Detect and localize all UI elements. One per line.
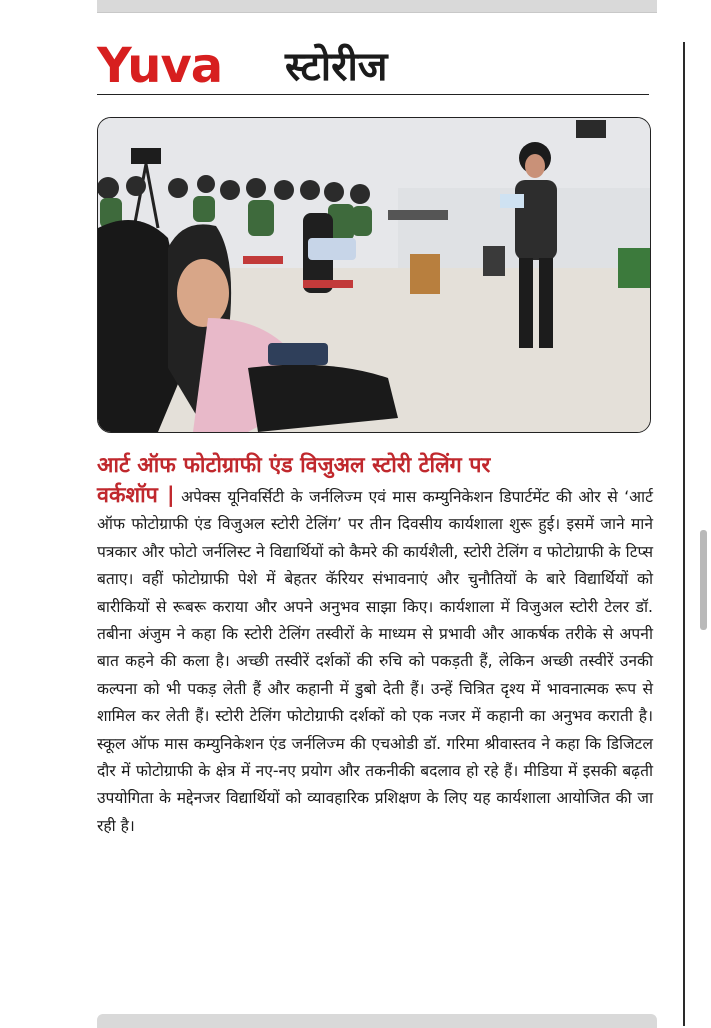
article-lead: वर्कशॉप | xyxy=(97,483,175,508)
section-masthead xyxy=(97,38,649,95)
article-headline: आर्ट ऑफ फोटोग्राफी एंड विजुअल स्टोरी टेलिंग पर xyxy=(97,453,491,478)
article-text: अपेक्स यूनिवर्सिटी के जर्नलिज्म एवं मास कम्युनिकेशन डिपार्टमेंट की ओर से ‘आर्ट ऑफ फोटोग्राफी एंड विजुअल स्टोरी टेलिंग’ पर तीन दिवसीय कार्यशाला शुरू हुई। इसमें जाने माने पत्रकार और फोटो जर्नलिस्ट ने विद्यार्थियों को कैमरे की कार्यशैली, स्टोरी टेलिंग व फोटोग्राफी के टिप्स बताए। वहीं फोटोग्राफी पेशे में बेहतर कॅरियर संभावनाएं और चुनौतियों के बारे विद्यार्थियों को बारीकियों से रूबरू कराया और अपने अनुभव साझा किए। कार्यशाला में विजुअल स्टोरी टेलर डॉ. तबीना अंजुम ने कहा कि स्टोरी टेलिंग तस्वीरों के माध्यम से प्रभावी और आकर्षक तरीके से अपनी बात कहने की कला है। अच्छी तस्वीरें दर्शकों की रुचि को पकड़ती हैं, लेकिन अच्छी तस्वीरें उनकी कल्पना को भी पकड़ लेती हैं और कहानी में डुबो देती हैं। उन्हें चित्रित दृश्य में भावनात्मक रूप से शामिल कर लेती हैं। स्टोरी टेलिंग फोटोग्राफी दर्शकों को एक नजर में कहानी का अनुभव कराती है। स्कूल ऑफ मास कम्युनिकेशन एंड जर्नलिज्म की एचओडी डॉ. गरिमा श्रीवास्तव ने कहा कि डिजिटल दौर में फोटोग्राफी के क्षेत्र में नए-नए प्रयोग और तकनीकी बदलाव हो रहे हैं। मीडिया में इसकी बढ़ती उपयोगिता के मद्देनजर विद्यार्थियों को व्यावहारिक प्रशिक्षण के लिए यह कार्यशाला आयोजित की जा रही है। xyxy=(97,488,653,835)
article-photo xyxy=(97,117,651,433)
brand-logo: Yuva xyxy=(97,38,223,94)
column-divider xyxy=(683,42,685,1026)
article-body xyxy=(97,482,653,840)
top-page-edge xyxy=(97,0,657,13)
photo-image-icon xyxy=(98,118,650,432)
scrollbar-thumb[interactable] xyxy=(700,530,707,630)
section-title: स्टोरीज xyxy=(285,44,388,90)
